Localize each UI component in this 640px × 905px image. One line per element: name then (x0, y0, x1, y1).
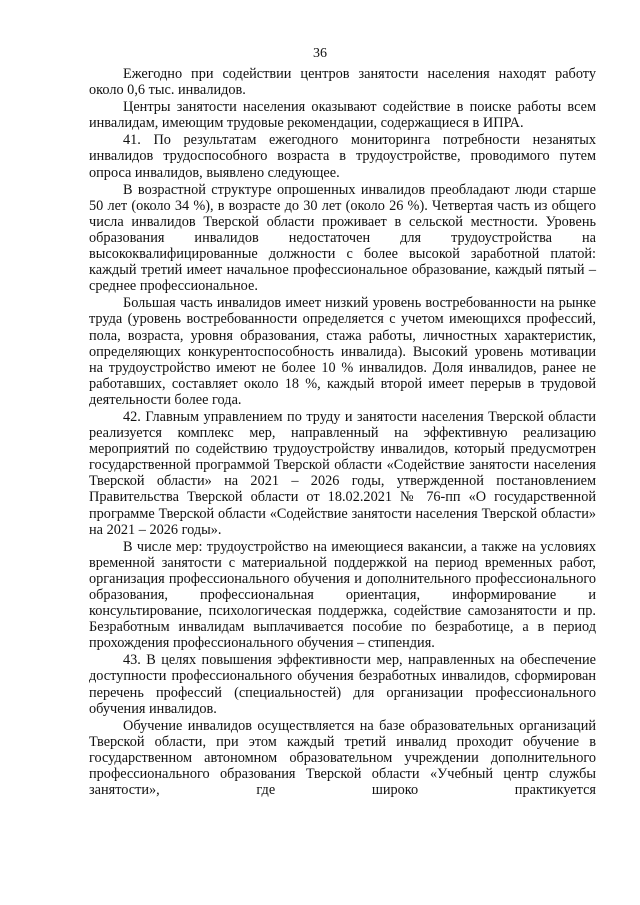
paragraph-employment-assistance: Ежегодно при содействии центров занятости населения находят работу около 0,6 тыс. инвалидов. (89, 66, 596, 99)
paragraph-labor-demand: Большая часть инвалидов имеет низкий уровень востребованности на рынке труда (уровень востребованности определяется с учетом имеющихся профессий, пола, возраста, уровня образования, стажа работы, личностных характеристик, определяющих конкурентоспособность инвалида). Высокий уровень мотивации на трудоустройство имеют не более 10 % инвалидов. Доля инвалидов, ранее не работавших, составляет около 18 %, каждый второй имеет перерыв в трудовой деятельности более года. (89, 295, 596, 408)
paragraph-item-43: 43. В целях повышения эффективности мер, направленных на обеспечение доступности профессионального обучения безработных инвалидов, сформирован перечень профессий (специальностей) для организации профессионального обучения инвалидов. (89, 652, 596, 717)
paragraph-employment-centers: Центры занятости населения оказывают содействие в поиске работы всем инвалидам, имеющим трудовые рекомендации, содержащиеся в ИПРА. (89, 99, 596, 132)
paragraph-item-41: 41. По результатам ежегодного мониторинга потребности незанятых инвалидов трудоспособного возраста в трудоустройстве, проводимого путем опроса инвалидов, выявлено следующее. (89, 132, 596, 181)
paragraph-age-structure: В возрастной структуре опрошенных инвалидов преобладают люди старше 50 лет (около 34 %), в возрасте до 30 лет (около 26 %). Четвертая часть из общего числа инвалидов Тверской области проживает в сельской местности. Уровень образования инвалидов недостаточен для трудоустройства на высококвалифицированные должности с более высокой заработной платой: каждый третий имеет начальное профессиональное образование, каждый пятый – среднее профессиональное. (89, 181, 596, 295)
document-body (89, 66, 596, 799)
paragraph-item-42: 42. Главным управлением по труду и занятости населения Тверской области реализуется комплекс мер, направленный на эффективную реализацию мероприятий по содействию трудоустройству инвалидов, который предусмотрен государственной программой Тверской области «Содействие занятости населения Тверской области» на 2021 – 2026 годы, утвержденной постановлением Правительства Тверской области от 18.02.2021 № 76-пп «О государственной программе Тверской области «Содействие занятости населения Тверской области» на 2021 – 2026 годы». (89, 408, 596, 538)
paragraph-measures: В числе мер: трудоустройство на имеющиеся вакансии, а также на условиях временной занятости с материальной поддержкой на период временных работ, организация профессионального обучения и дополнительного профессионального образования, профессиональная ориентация, информирование и консультирование, психологическая поддержка, содействие самозанятости и пр. Безработным инвалидам выплачивается пособие по безработице, а в период прохождения профессионального обучения – стипендия. (89, 538, 596, 652)
paragraph-training: Обучение инвалидов осуществляется на базе образовательных организаций Тверской области, при этом каждый третий инвалид проходит обучение в государственном автономном образовательном учреждении дополнительного профессионального образования Тверской области «Учебный центр службы занятости», где широко практикуется (89, 717, 596, 799)
page-number: 36 (313, 46, 327, 61)
